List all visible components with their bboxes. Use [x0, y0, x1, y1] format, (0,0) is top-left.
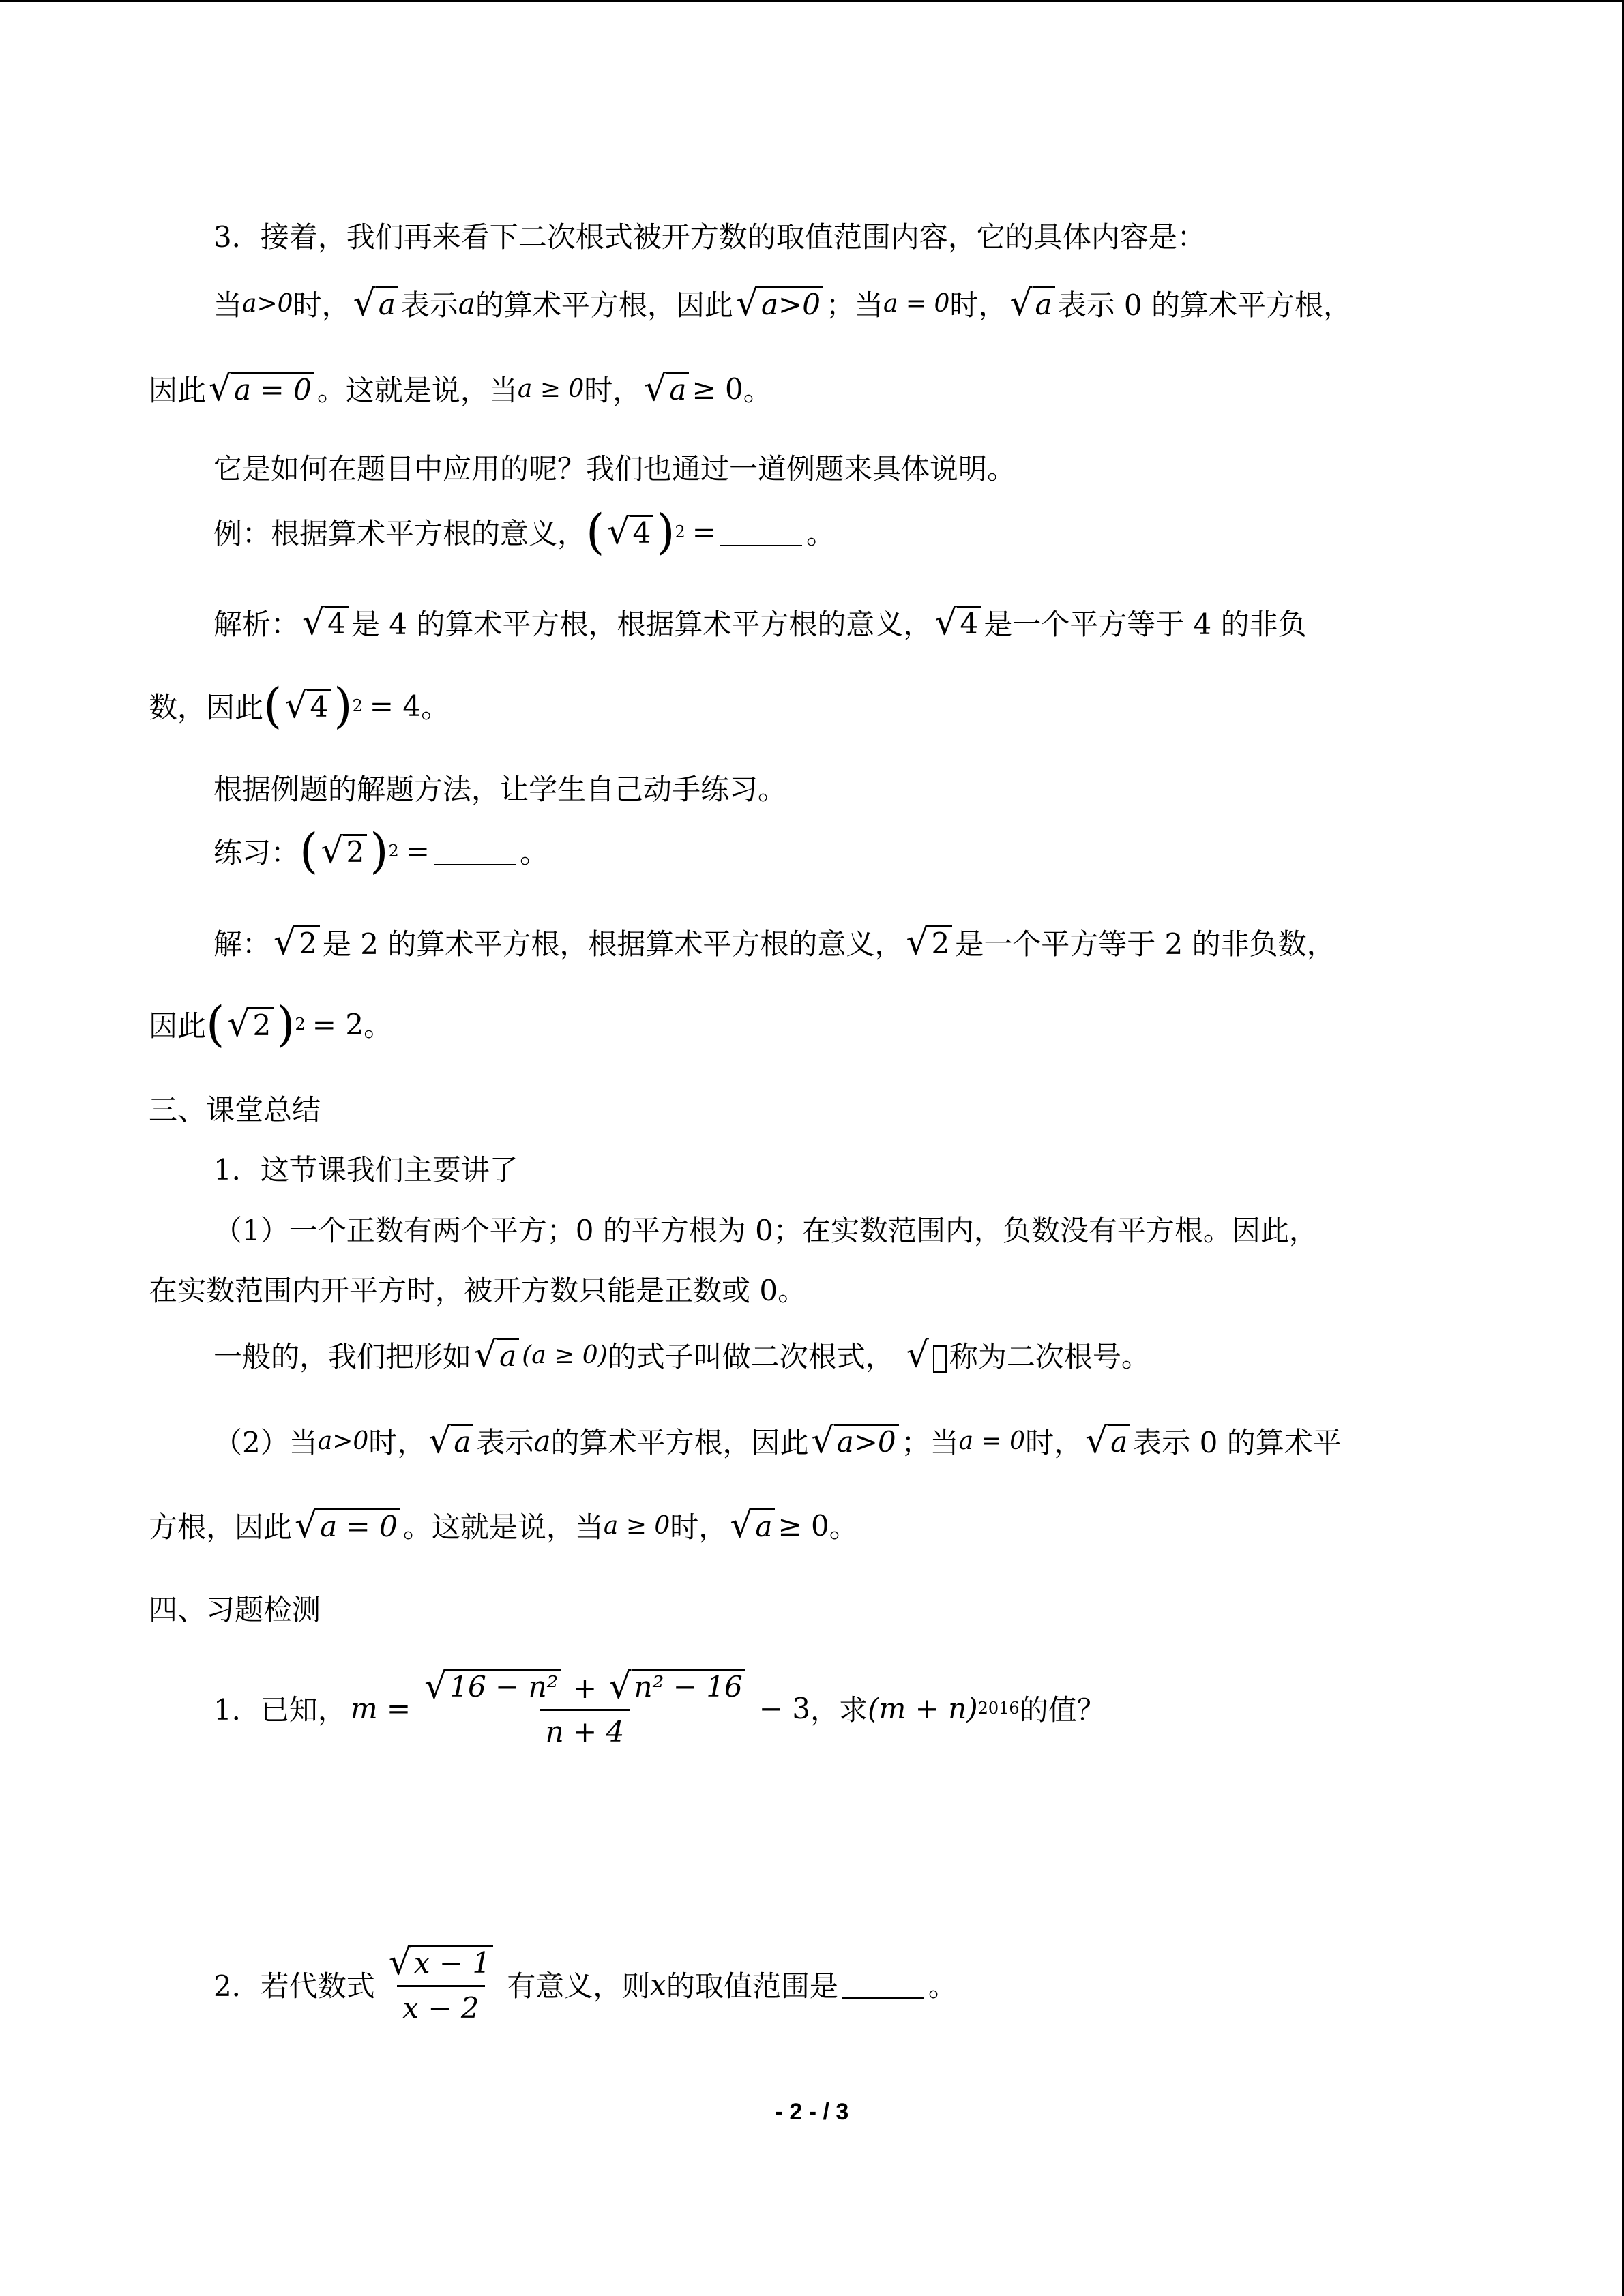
summary-item-1: 1．这节课我们主要讲了	[213, 1153, 518, 1187]
sqrt-a: √ a	[730, 1508, 775, 1543]
answer-blank	[720, 518, 802, 546]
sqrt-a: √ a	[1085, 1423, 1130, 1459]
answer-blank	[434, 837, 516, 865]
summary-point-1-cont: 在实数范围内开平方时，被开方数只能是正数或 0。	[149, 1274, 807, 1307]
sqrt-a: √ a	[474, 1337, 519, 1373]
sqrt-2: √ 2	[227, 1007, 274, 1042]
exercise-1-fraction: √ 16 − n² + √ n² − 16 n + 4	[416, 1669, 754, 1748]
section-heading-exercises: 四、习题检测	[149, 1593, 321, 1626]
sqrt-a-eq-0: √ a = 0	[295, 1508, 400, 1543]
sqrt-2: √ 2	[274, 925, 320, 960]
sqrt-a-gt-0: √ a>0	[812, 1423, 899, 1459]
sqrt-a: √ a	[428, 1423, 473, 1459]
sqrt-4: √ 4	[284, 688, 331, 724]
example-question: 例：根据算术平方根的意义， ( √ 4 ) 2 = 。	[213, 504, 836, 560]
sqrt-a: √ a	[353, 286, 398, 321]
line-condition-2: 因此 √ a = 0 。这就是说，当 a ≥ 0 时， √ a ≥ 0 。	[149, 368, 772, 409]
sqrt-4: √ 4	[302, 605, 349, 640]
placeholder-box-icon	[933, 1345, 947, 1373]
definition-line: 一般的，我们把形如 √ a (a ≥ 0) 的式子叫做二次根式， √ 称为二次根号。	[213, 1335, 1150, 1375]
practice-question: 练习： ( √ 2 ) 2 = 。	[213, 823, 549, 879]
summary-point-2: （2）当 a>0 时， √ a 表示 a 的算术平方根，因此 √ a>0 ；当 a = 0 时， √ a 表示 0 的算术平	[213, 1420, 1342, 1461]
line-condition-1: 当 a>0 时， √ a 表示 a 的算术平方根，因此 √ a>0 ；当 a = 0 时， √ a 表示 0 的算术平方根，	[213, 283, 1352, 324]
section-heading-summary: 三、课堂总结	[149, 1093, 321, 1127]
example-solution-1: 解析： √ 4 是 4 的算术平方根，根据算术平方根的意义， √ 4 是一个平方等于 4 的非负	[213, 602, 1307, 643]
sqrt-a: √ a	[644, 371, 689, 406]
practice-solution-1: 解： √ 2 是 2 的算术平方根，根据算术平方根的意义， √ 2 是一个平方等于 2 的非负数，	[213, 922, 1335, 963]
practice-solution-2: 因此 ( √ 2 ) 2 = 2 。	[149, 996, 393, 1052]
example-solution-2: 数，因此 ( √ 4 ) 2 = 4 。	[149, 678, 450, 734]
sqrt-a-eq-0: √ a = 0	[209, 371, 314, 406]
exercise-1: 1．已知， m = √ 16 − n² + √ n² − 16 n + 4 − 3 ，求 (m + n) 2016 的值？	[213, 1665, 1106, 1748]
sqrt-a: √ a	[1009, 286, 1054, 321]
summary-point-2-cont: 方根，因此 √ a = 0 。这就是说，当 a ≥ 0 时， √ a ≥ 0 。	[149, 1505, 858, 1546]
sqrt-2: √ 2	[321, 833, 367, 869]
radical-sign: √	[906, 1337, 947, 1373]
sqrt-4: √ 4	[934, 605, 981, 640]
answer-blank	[842, 1970, 924, 1999]
sqrt-4: √ 4	[607, 514, 653, 550]
exercise-2-fraction: √ x − 1 x − 2	[381, 1945, 501, 2025]
para-practice-intro: 根据例题的解题方法，让学生自己动手练习。	[213, 773, 787, 806]
para-3: 3．接着，我们再来看下二次根式被开方数的取值范围内容，它的具体内容是：	[213, 220, 1206, 254]
para-application: 它是如何在题目中应用的呢？我们也通过一道例题来具体说明。	[213, 452, 1016, 486]
page-number: - 2 - / 3	[775, 2099, 849, 2125]
sqrt-2: √ 2	[906, 925, 952, 960]
sqrt-a-gt-0: √ a>0	[736, 286, 823, 321]
summary-point-1: （1）一个正数有两个平方；0 的平方根为 0；在实数范围内，负数没有平方根。因此，	[213, 1214, 1318, 1247]
exercise-2: 2．若代数式 √ x − 1 x − 2 有意义，则 x 的取值范围是 。	[213, 1941, 957, 2025]
